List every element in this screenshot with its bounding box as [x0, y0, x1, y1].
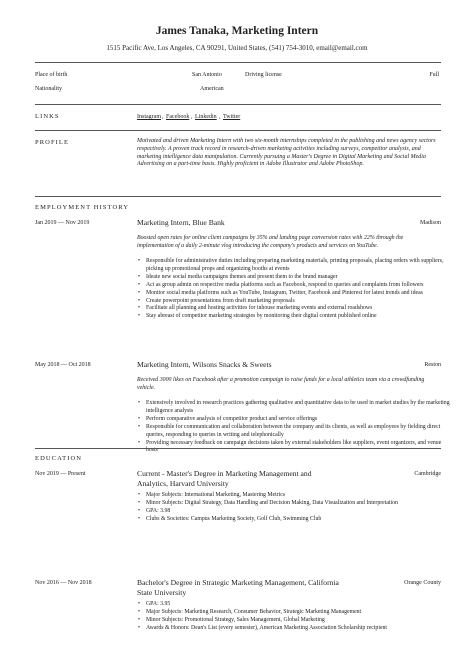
job-responsibilities — [137, 258, 450, 321]
driving-license-label: Driving license — [245, 72, 282, 78]
education-location: Orange County — [404, 580, 441, 586]
list-item: • Minor Subjects: Promotional Strategy, Sales Management, Global Marketing — [146, 617, 450, 625]
degree-title-line: Current - Master's Degree in Marketing Management and — [137, 469, 312, 478]
place-of-birth-label: Place of birth — [35, 72, 68, 78]
education-section-title: EDUCATION — [35, 455, 83, 462]
personal-divider — [35, 104, 441, 105]
links-divider — [35, 130, 441, 131]
place-of-birth-value: San Antonio — [192, 72, 222, 78]
employment-section-title: EMPLOYMENT HISTORY — [35, 204, 130, 211]
list-item: • Monitor social media platforms such as YouTube, Instagram, Twitter, Facebook and Pinterest for latest trends and ideas — [146, 290, 450, 298]
list-item: • Providing necessary feedback on campaign decisions taken by external stakeholders like suppliers, event organizers, and venue hosts — [146, 440, 450, 456]
list-item: • GPA: 3.95 — [146, 601, 450, 609]
list-item: • Responsible for communication and collaboration between the company and its clients, as well as employees by fielding direct queries, responding to queries in writing and telephonically — [146, 424, 450, 440]
list-item: • Facilitate all planning and hosting activities for inhouse marketing events and external roadshows — [146, 305, 450, 313]
list-item: • Create powerpoint presentations from draft marketing proposals — [146, 298, 450, 306]
list-item: • Extensively involved in research practices gathering qualitative and quantitative data to be used in market studies by the marketing intelligence analysts — [146, 400, 450, 416]
list-item: • Act as group admin on respective media platforms such as Facebook, respond to queries and complaints from followers — [146, 282, 450, 290]
job-title: Marketing Intern, Wilsons Snacks & Sweets — [137, 360, 272, 369]
candidate-name: James Tanaka, Marketing Intern — [155, 25, 319, 37]
nationality-label: Nationality — [35, 86, 62, 92]
header-divider — [35, 62, 441, 63]
education-dates: Nov 2016 — Nov 2018 — [35, 580, 92, 586]
degree-title-line: State University — [137, 588, 187, 597]
linkedin-link[interactable]: Linkedin — [195, 114, 217, 120]
degree-title-line: Analytics, Harvard University — [137, 479, 229, 488]
degree-title-line: Bachelor's Degree in Strategic Marketing Management, California — [137, 578, 339, 587]
education-location: Cambridge — [414, 471, 441, 477]
employment-divider — [35, 448, 441, 449]
job-dates: May 2018 — Oct 2018 — [35, 362, 91, 368]
list-item: • Responsible for administrative duties including preparing marketing materials, printing proposals, placing orders with suppliers, picking up promotional props and organizing booths at events — [146, 258, 450, 274]
link-separator: , — [162, 114, 164, 120]
list-item: • GPA: 3.98 — [146, 508, 450, 516]
profile-summary: Motivated and driven Marketing Intern with two six-month internships completed in the publishing and news agency sectors respectively. A proven track record in research-driven marketing activities including surveys, competitor analysis, and marketing intelligence data manipulation. Currently pursuing a Master's Degree in Digital Marketing and Social Media Advertising on a part-time basis. Highly proficient in Adobe Illustrator and Adobe PhotoShop. — [137, 138, 436, 168]
facebook-link[interactable]: Facebook — [166, 114, 190, 120]
list-item: • Major Subjects: Marketing Research, Consumer Behavior, Strategic Marketing Management — [146, 609, 450, 617]
list-item: • Ideate new social media campaigns themes and present them to the brand manager — [146, 274, 450, 282]
degree-title — [137, 578, 339, 598]
link-separator: , — [219, 114, 221, 120]
list-item: • Stay abreast of competitor marketing strategies by monitoring their digital content published online — [146, 313, 450, 321]
link-separator: , — [191, 114, 193, 120]
profile-divider — [35, 196, 441, 197]
driving-license-value: Full — [429, 72, 439, 78]
list-item: • Clubs & Societies: Campus Marketing Society, Golf Club, Swimming Club — [146, 516, 450, 524]
education-dates: Nov 2019 — Present — [35, 471, 86, 477]
twitter-link[interactable]: Twitter — [223, 114, 241, 120]
profile-section-title: PROFILE — [35, 139, 70, 146]
job-title: Marketing Intern, Blue Bank — [137, 218, 225, 227]
degree-title — [137, 469, 312, 489]
job-description: Boosted open rates for online client campaigns by 35% and landing page conversion rates with 22% through the implementation of a daily 2-minute vlog introducing the company's products and services on YouTube. — [137, 235, 404, 249]
job-location: Madison — [420, 220, 441, 226]
list-item: • Major Subjects: International Marketing, Mastering Metrics — [146, 492, 450, 500]
job-dates: Jan 2019 — Nov 2019 — [35, 220, 90, 226]
nationality-value: American — [200, 86, 224, 92]
list-item: • Awards & Honors: Dean's List (every semester), American Marketing Association Scholarship recipient — [146, 625, 450, 633]
instagram-link[interactable]: Instagram — [137, 114, 161, 120]
links-section-title: LINKS — [35, 113, 60, 120]
list-item: • Perform comparative analysis of competitor product and service offerings — [146, 416, 450, 424]
education-details — [137, 492, 450, 524]
job-location: Reston — [424, 362, 441, 368]
education-details — [137, 601, 450, 633]
contact-line: 1515 Pacific Ave, Los Angeles, CA 90291, United States, (541) 754-3010, email@email.com — [106, 44, 368, 52]
list-item: • Minor Subjects: Digital Strategy, Data Handling and Decision Making, Data Visualization and Interpretation — [146, 500, 450, 508]
job-description: Received 3000 likes on Facebook after a promotion campaign to raise funds for a local athletics team via a crowdfunding vehicle. — [137, 377, 425, 391]
